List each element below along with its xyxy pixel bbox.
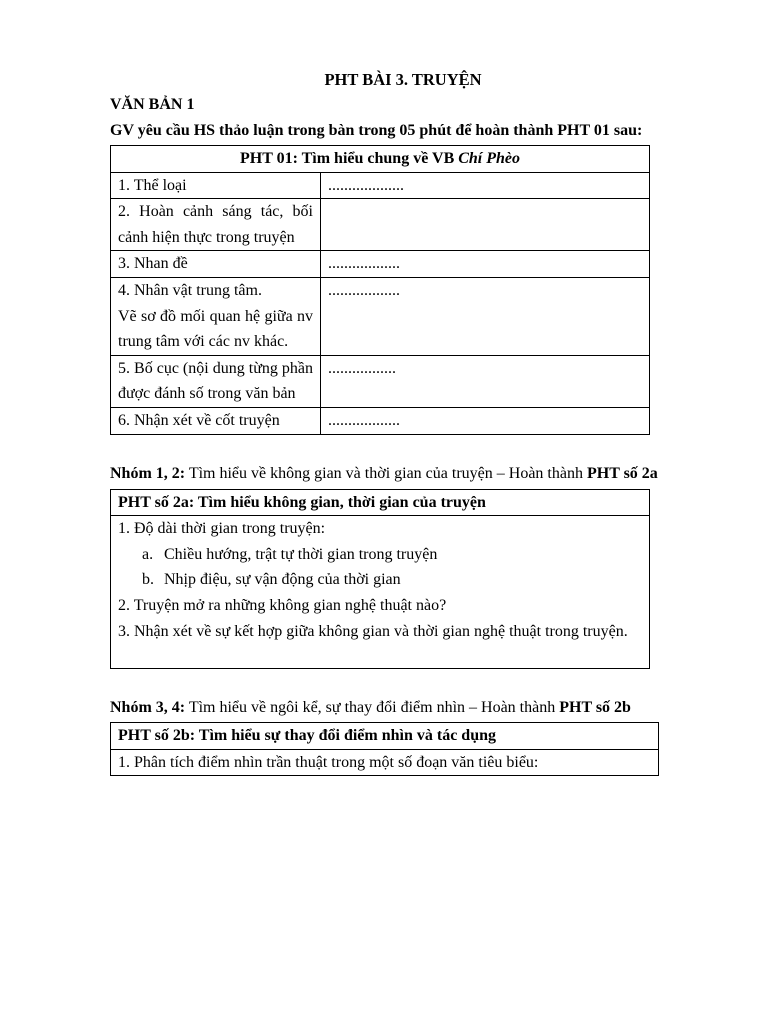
row-value: .................. xyxy=(321,251,650,278)
pht2a-item-1: 1. Độ dài thời gian trong truyện: xyxy=(118,520,326,538)
pht01-table xyxy=(110,145,650,435)
table-row xyxy=(111,277,650,355)
sub-b-text: Nhịp điệu, sự vận động của thời gian xyxy=(164,571,401,589)
pht01-header-text: PHT 01: Tìm hiểu chung về VB xyxy=(239,150,459,167)
document-title: PHT BÀI 3. TRUYỆN xyxy=(324,70,482,89)
group12-suffix: PHT số 2a xyxy=(586,464,658,482)
document-page xyxy=(110,68,696,776)
pht2a-sub-b xyxy=(118,567,642,593)
table-row xyxy=(111,355,650,407)
pht2a-item-2: 2. Truyện mở ra những không gian nghệ thuật nào? xyxy=(118,596,447,614)
pht01-header-italic: Chí Phèo xyxy=(458,150,521,167)
row-label-secondary: Vẽ sơ đồ mối quan hệ giữa nv trung tâm với các nv khác. xyxy=(118,307,313,351)
sub-a-text: Chiều hướng, trật tự thời gian trong truyện xyxy=(164,545,438,563)
pht2a-header-row xyxy=(111,489,650,516)
row-label: 6. Nhận xét về cốt truyện xyxy=(111,407,321,434)
pht2a-header: PHT số 2a: Tìm hiểu không gian, thời gian của truyện xyxy=(111,489,650,516)
table-row xyxy=(111,251,650,278)
table-row xyxy=(111,172,650,199)
row-value xyxy=(321,199,650,251)
table-row xyxy=(111,199,650,251)
sub-a-marker: a. xyxy=(142,545,154,563)
group12-text: Tìm hiểu về không gian và thời gian của truyện – Hoàn thành xyxy=(185,464,587,482)
row-label: 5. Bố cục (nội dung từng phần được đánh số trong văn bản xyxy=(111,355,321,407)
pht2a-item-3: 3. Nhận xét về sự kết hợp giữa không gian và thời gian nghệ thuật trong truyện. xyxy=(118,622,628,640)
pht2b-header-row xyxy=(111,723,659,750)
group12-prefix: Nhóm 1, 2: xyxy=(110,464,186,482)
row-label-cell xyxy=(111,277,321,355)
pht2a-body-row xyxy=(111,516,650,669)
group34-prefix: Nhóm 3, 4: xyxy=(110,699,186,717)
pht2b-header: PHT số 2b: Tìm hiểu sự thay đổi điểm nhìn và tác dụng xyxy=(111,723,659,750)
row-value: ................... xyxy=(321,172,650,199)
pht01-header-row xyxy=(111,146,650,173)
table-row xyxy=(111,407,650,434)
row-value: .................. xyxy=(321,407,650,434)
pht2b-table xyxy=(110,722,659,776)
pht2a-sub-a xyxy=(118,542,642,568)
pht2a-body xyxy=(111,516,650,669)
instruction-text: GV yêu cầu HS thảo luận trong bàn trong 05 phút để hoàn thành PHT 01 sau: xyxy=(110,122,643,139)
sub-b-marker: b. xyxy=(142,571,154,589)
section-title: VĂN BẢN 1 xyxy=(110,96,195,113)
row-label: 1. Thể loại xyxy=(111,172,321,199)
row-value: ................. xyxy=(321,355,650,407)
row-label: 2. Hoàn cảnh sáng tác, bối cảnh hiện thực trong truyện xyxy=(111,199,321,251)
row-label: 4. Nhân vật trung tâm. xyxy=(118,281,262,299)
group34-suffix: PHT số 2b xyxy=(559,699,631,717)
pht01-header xyxy=(111,146,650,173)
group34-instruction xyxy=(110,695,696,721)
row-value: .................. xyxy=(321,277,650,355)
pht2b-item-1: 1. Phân tích điểm nhìn trần thuật trong một số đoạn văn tiêu biểu: xyxy=(111,749,659,776)
row-label: 3. Nhan đề xyxy=(111,251,321,278)
group34-text: Tìm hiểu về ngôi kể, sự thay đổi điểm nhìn – Hoàn thành xyxy=(185,699,560,717)
pht2a-table xyxy=(110,489,650,670)
pht2b-body-row xyxy=(111,749,659,776)
group12-instruction xyxy=(110,461,696,487)
